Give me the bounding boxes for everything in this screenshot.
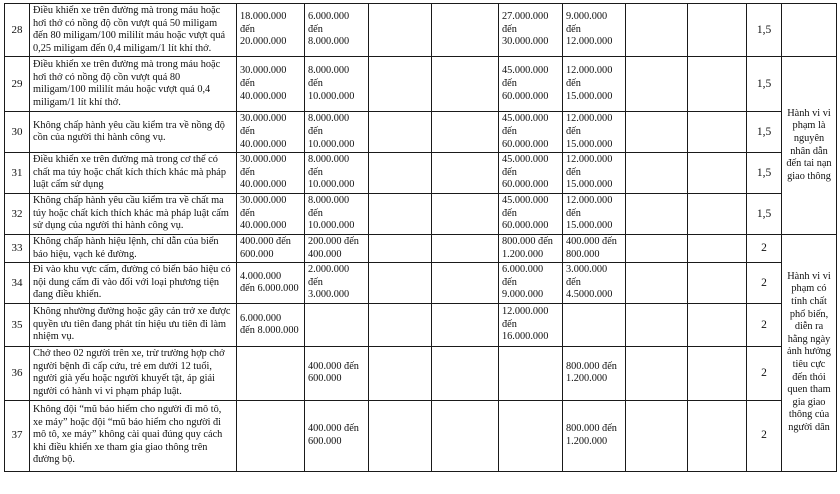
row-number: 33 xyxy=(5,234,30,262)
old-fine-car: 30.000.000 đến 40.000.000 xyxy=(237,193,305,234)
row-number: 35 xyxy=(5,304,30,347)
new-fine-motorbike: 800.000 đến 1.200.000 xyxy=(563,400,626,471)
empty-cell xyxy=(626,234,688,262)
row-number: 28 xyxy=(5,4,30,57)
empty-cell xyxy=(369,263,432,304)
new-fine-motorbike: 9.000.000 đến 12.000.000 xyxy=(563,4,626,57)
empty-cell xyxy=(369,193,432,234)
old-fine-motorbike: 8.000.000 đến 10.000.000 xyxy=(305,193,369,234)
old-fine-car: 30.000.000 đến 40.000.000 xyxy=(237,112,305,153)
empty-cell xyxy=(688,263,747,304)
empty-cell xyxy=(626,57,688,112)
table-row xyxy=(5,400,837,471)
old-fine-motorbike: 2.000.000 đến 3.000.000 xyxy=(305,263,369,304)
empty-cell xyxy=(432,263,499,304)
empty-cell xyxy=(432,234,499,262)
old-fine-car xyxy=(237,400,305,471)
violation-description: Chở theo 02 người trên xe, trừ trường hợp chở người bệnh đi cấp cứu, trẻ em dưới 12 tuổi, người già yếu hoặc người khuyết tật, áp giải người có hành vi vi phạm pháp luật. xyxy=(30,347,237,400)
empty-cell xyxy=(626,4,688,57)
empty-cell xyxy=(369,304,432,347)
empty-cell xyxy=(369,153,432,194)
deduction-points: 1,5 xyxy=(747,4,782,57)
empty-cell xyxy=(369,57,432,112)
new-fine-car: 45.000.000 đến 60.000.000 xyxy=(499,57,563,112)
new-fine-car xyxy=(499,347,563,400)
empty-cell xyxy=(432,4,499,57)
old-fine-motorbike xyxy=(305,304,369,347)
group-note-cell xyxy=(782,4,837,57)
empty-cell xyxy=(432,153,499,194)
old-fine-car: 400.000 đến 600.000 xyxy=(237,234,305,262)
old-fine-motorbike: 8.000.000 đến 10.000.000 xyxy=(305,57,369,112)
empty-cell xyxy=(369,112,432,153)
row-number: 36 xyxy=(5,347,30,400)
empty-cell xyxy=(688,153,747,194)
deduction-points: 2 xyxy=(747,304,782,347)
empty-cell xyxy=(626,400,688,471)
violation-description: Không nhường đường hoặc gây cản trở xe được quyền ưu tiên đang phát tín hiệu ưu tiên đi làm nhiệm vụ. xyxy=(30,304,237,347)
table-row xyxy=(5,263,837,304)
empty-cell xyxy=(688,4,747,57)
deduction-points: 2 xyxy=(747,263,782,304)
old-fine-motorbike: 8.000.000 đến 10.000.000 xyxy=(305,112,369,153)
new-fine-motorbike: 12.000.000 đến 15.000.000 xyxy=(563,153,626,194)
empty-cell xyxy=(432,57,499,112)
old-fine-car: 6.000.000 đến 8.000.000 xyxy=(237,304,305,347)
old-fine-motorbike: 400.000 đến 600.000 xyxy=(305,347,369,400)
empty-cell xyxy=(369,400,432,471)
row-number: 30 xyxy=(5,112,30,153)
table-row xyxy=(5,112,837,153)
violation-description: Không chấp hành hiệu lệnh, chỉ dẫn của biển báo hiệu, vạch kẻ đường. xyxy=(30,234,237,262)
new-fine-car xyxy=(499,400,563,471)
empty-cell xyxy=(688,400,747,471)
new-fine-car: 27.000.000 đến 30.000.000 xyxy=(499,4,563,57)
empty-cell xyxy=(432,304,499,347)
row-number: 32 xyxy=(5,193,30,234)
empty-cell xyxy=(688,347,747,400)
empty-cell xyxy=(626,263,688,304)
empty-cell xyxy=(432,347,499,400)
new-fine-car: 45.000.000 đến 60.000.000 xyxy=(499,153,563,194)
new-fine-motorbike: 12.000.000 đến 15.000.000 xyxy=(563,57,626,112)
new-fine-motorbike: 400.000 đến 800.000 xyxy=(563,234,626,262)
empty-cell xyxy=(626,304,688,347)
violation-description: Điều khiển xe trên đường mà trong máu hoặc hơi thở có nồng độ cồn vượt quá 50 miligam đến 80 miligam/100 mililít máu hoặc vượt quá 0,25 miligam đến 0,4 miligam/1 lít khí thở. xyxy=(30,4,237,57)
old-fine-motorbike: 6.000.000 đến 8.000.000 xyxy=(305,4,369,57)
deduction-points: 2 xyxy=(747,347,782,400)
row-number: 29 xyxy=(5,57,30,112)
old-fine-car: 30.000.000 đến 40.000.000 xyxy=(237,153,305,194)
row-number: 34 xyxy=(5,263,30,304)
empty-cell xyxy=(626,193,688,234)
table-row xyxy=(5,4,837,57)
violation-description: Không chấp hành yêu cầu kiểm tra về chất ma túy hoặc chất kích thích khác mà pháp luật cấm sử dụng của người thi hành công vụ. xyxy=(30,193,237,234)
empty-cell xyxy=(432,400,499,471)
empty-cell xyxy=(688,112,747,153)
deduction-points: 1,5 xyxy=(747,112,782,153)
deduction-points: 2 xyxy=(747,400,782,471)
table-row xyxy=(5,57,837,112)
old-fine-motorbike: 8.000.000 đến 10.000.000 xyxy=(305,153,369,194)
table-row xyxy=(5,193,837,234)
group-note-accident-cause: Hành vi vi phạm là nguyên nhân dẫn đến tai nạn giao thông xyxy=(782,57,837,235)
empty-cell xyxy=(432,193,499,234)
new-fine-car: 6.000.000 đến 9.000.000 xyxy=(499,263,563,304)
empty-cell xyxy=(369,347,432,400)
new-fine-motorbike xyxy=(563,304,626,347)
row-number: 37 xyxy=(5,400,30,471)
empty-cell xyxy=(626,347,688,400)
empty-cell xyxy=(369,234,432,262)
new-fine-car: 45.000.000 đến 60.000.000 xyxy=(499,193,563,234)
violation-description: Điều khiển xe trên đường mà trong cơ thể có chất ma túy hoặc chất kích thích khác mà pháp luật cấm sử dụng xyxy=(30,153,237,194)
table-row xyxy=(5,234,837,262)
old-fine-motorbike: 400.000 đến 600.000 xyxy=(305,400,369,471)
deduction-points: 2 xyxy=(747,234,782,262)
new-fine-car: 45.000.000 đến 60.000.000 xyxy=(499,112,563,153)
deduction-points: 1,5 xyxy=(747,57,782,112)
new-fine-motorbike: 12.000.000 đến 15.000.000 xyxy=(563,112,626,153)
old-fine-car: 18.000.000 đến 20.000.000 xyxy=(237,4,305,57)
deduction-points: 1,5 xyxy=(747,193,782,234)
group-note-common-behavior: Hành vi vi phạm có tính chất phổ biến, diễn ra hằng ngày ảnh hưởng tiêu cực đến thói quen tham gia giao thông của người dân xyxy=(782,234,837,471)
empty-cell xyxy=(369,4,432,57)
new-fine-car: 800.000 đến 1.200.000 xyxy=(499,234,563,262)
new-fine-motorbike: 12.000.000 đến 15.000.000 xyxy=(563,193,626,234)
old-fine-motorbike: 200.000 đến 400.000 xyxy=(305,234,369,262)
empty-cell xyxy=(432,112,499,153)
table-row xyxy=(5,153,837,194)
old-fine-car: 30.000.000 đến 40.000.000 xyxy=(237,57,305,112)
old-fine-car xyxy=(237,347,305,400)
violation-description: Đi vào khu vực cấm, đường có biển báo hiệu có nội dung cấm đi vào đối với loại phương tiện đang điều khiển. xyxy=(30,263,237,304)
violation-description: Không chấp hành yêu cầu kiểm tra về nồng độ cồn của người thi hành công vụ. xyxy=(30,112,237,153)
empty-cell xyxy=(626,112,688,153)
new-fine-motorbike: 800.000 đến 1.200.000 xyxy=(563,347,626,400)
old-fine-car: 4.000.000 đến 6.000.000 xyxy=(237,263,305,304)
violation-description: Điều khiển xe trên đường mà trong máu hoặc hơi thở có nồng độ cồn vượt quá 80 miligam/100 mililít máu hoặc vượt quá 0,4 miligam/1 lít khí thở. xyxy=(30,57,237,112)
empty-cell xyxy=(688,57,747,112)
deduction-points: 1,5 xyxy=(747,153,782,194)
empty-cell xyxy=(688,304,747,347)
empty-cell xyxy=(688,193,747,234)
table-row xyxy=(5,347,837,400)
table-row xyxy=(5,304,837,347)
empty-cell xyxy=(688,234,747,262)
row-number: 31 xyxy=(5,153,30,194)
empty-cell xyxy=(626,153,688,194)
violation-description: Không đội “mũ bảo hiểm cho người đi mô tô, xe máy” hoặc đội “mũ bảo hiểm cho người đi mô tô, xe máy” không cài quai đúng quy cách khi điều khiển xe tham gia giao thông trên đường bộ. xyxy=(30,400,237,471)
penalty-table xyxy=(4,3,837,472)
new-fine-car: 12.000.000 đến 16.000.000 xyxy=(499,304,563,347)
new-fine-motorbike: 3.000.000 đến 4.5000.000 xyxy=(563,263,626,304)
